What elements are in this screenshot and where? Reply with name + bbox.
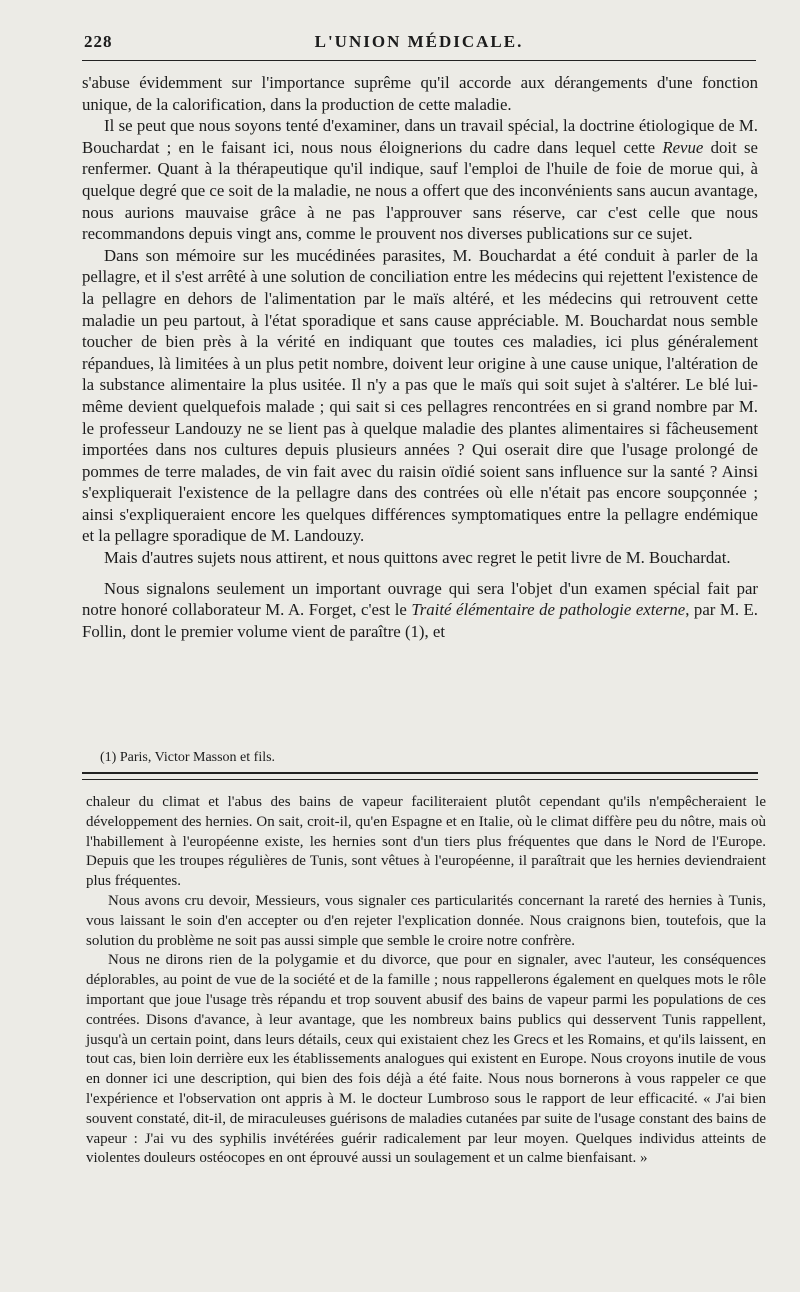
section-rule-thin (82, 779, 758, 780)
paragraph-1: s'abuse évidemment sur l'importance suprême qu'il accorde aux dérangements d'une fonction unique, de la calorification, dans la production de cette maladie. (82, 73, 758, 114)
paragraph-5 (82, 578, 758, 643)
running-title: L'UNION MÉDICALE. (314, 32, 524, 51)
paragraph-5-rest: , par M. E. Follin, dont le premier volume vient de paraître (1), et (82, 600, 759, 641)
upper-article-text (82, 72, 758, 642)
footnote: (1) Paris, Victor Masson et fils. (100, 750, 276, 765)
page-number: 228 (84, 32, 113, 51)
section-rule-thick (82, 772, 758, 774)
paragraph-4: Mais d'autres sujets nous attirent, et nous quittons avec regret le petit livre de M. Bouchardat. (104, 548, 731, 568)
revue-italic: Revue (662, 137, 704, 157)
header-rule (82, 60, 756, 61)
lower-paragraph-2: Nous avons cru devoir, Messieurs, vous signaler ces particularités concernant la rareté des hernies à Tunis, vous laissant le soin d'en accepter ou d'en rejeter l'explication donnée. Nous craignons bien, toutefois, que la solution du problème ne soit pas aussi simple que semble le croire notre confrère. (86, 892, 766, 949)
lower-article-text (86, 793, 766, 1169)
lower-paragraph-3: Nous ne dirons rien de la polygamie et du divorce, que pour en signaler, avec l'auteur, les conséquences déplorables, au point de vue de la société et de la famille ; nous rappellerons également en quelques mots le rôle important que joue l'usage très répandu et trop souvent abusif des bains de vapeur parmi les populations de ces contrées. Disons d'avance, à leur avantage, que les nombreux bains publics qui desservent Tunis rappellent, jusqu'à un certain point, dans leurs détails, ceux qui existaient chez les Grecs et les Romains, et qu'ils laissent, en tout cas, bien loin derrière eux les établissements analogues qui existent en Europe. Nous croyons inutile de vous en donner ici une description, qui bien des fois déjà a été faite. Nous nous bornerons à vous rappeler ce que l'expérience et l'observation ont appris à M. le docteur Lumbroso sous le rapport de leur efficacité. « J'ai bien souvent constaté, dit-il, de miraculeuses guérisons de maladies cutanées par suite de l'usage constant des bains de vapeur : J'ai vu des syphilis invétérées guérir radicalement par leur moyen. Quelques individus atteints de violentes douleurs ostéocopes en ont éprouvé aussi un soulagement et un calme bienfaisant. » (86, 952, 767, 1167)
paragraph-2-rest: doit se renfermer. Quant à la thérapeutique qu'il indique, sauf l'emploi de l'huile de foie de morue qui, à quelque degré que ce soit de la maladie, ne nous a offert que des inconvénients sans aucun avantage, nous aurions mauvaise grâce à ne pas l'approuver sans réserve, car c'est celle que nous recommandons depuis vingt ans, comme le prouvent nos diverses publications sur ce sujet. (82, 137, 758, 244)
lower-paragraph-1: chaleur du climat et l'abus des bains de vapeur faciliteraient plutôt cependant qu'ils n'empêcheraient le développement des hernies. On sait, croit-il, qu'en Espagne et en Italie, où le climat diffère peu du nôtre, mais où l'habillement à l'européenne existe, les hernies sont d'un tiers plus fréquentes que dans le Nord de l'Europe. Depuis que les troupes régulières de Tunis, sont vêtues à l'européenne, il paraîtrait que les hernies deviendraient plus fréquentes. (86, 794, 766, 890)
paragraph-2-text: Il se peut que nous soyons tenté d'examiner, dans un travail spécial, la doctrine étiologique de M. Bouchardat ; en le faisant ici, nous nous éloignerions du cadre dans lequel cette (82, 116, 758, 157)
paragraph-2 (82, 115, 758, 245)
paragraph-5-text: Nous signalons seulement un important ouvrage qui sera l'objet d'un examen spécial fait par notre honoré collaborateur M. A. Forget, c'est le (82, 578, 758, 620)
page-header (82, 30, 756, 64)
book-title-italic: Traité élémentaire de pathologie externe (411, 600, 686, 620)
paragraph-3: Dans son mémoire sur les mucédinées parasites, M. Bouchardat a été conduit à parler de la pellagre, et il s'est arrêté à une solution de conciliation entre les médecins qui rejettent l'existence de la pellagre en dehors de l'alimentation par le maïs altéré, et les médecins qui retrouvent cette maladie un peu partout, à l'état sporadique et sans cause appréciable. M. Bouchardat nous semble toucher de bien près à la vérité en indiquant que toutes ces maladies, ici plus généralement répandues, là limitées à un plus petit nombre, doivent leur origine à une cause unique, l'altération de la substance alimentaire la plus usitée. Il n'y a pas que le maïs qui soit sujet à s'altérer. Le blé lui-même devient quelquefois malade ; qui sait si ces pellagres rencontrées en si grand nombre par M. le professeur Landouzy ne se lient pas à quelque maladie des plantes alimentaires si fâcheusement importées dans nos cultures depuis plusieurs années ? Qui oserait dire que l'usage prolongé de pommes de terre malades, de vin fait avec du raisin oïdié soient sans influence sur la santé ? Ainsi s'expliquerait l'existence de la pellagre dans des contrées où elle n'était pas encore soupçonnée ; ainsi s'expliqueraient encore les quelques différences symptomatiques entre la pellagre endémique et la pellagre sporadique de M. Landouzy. (82, 245, 758, 546)
